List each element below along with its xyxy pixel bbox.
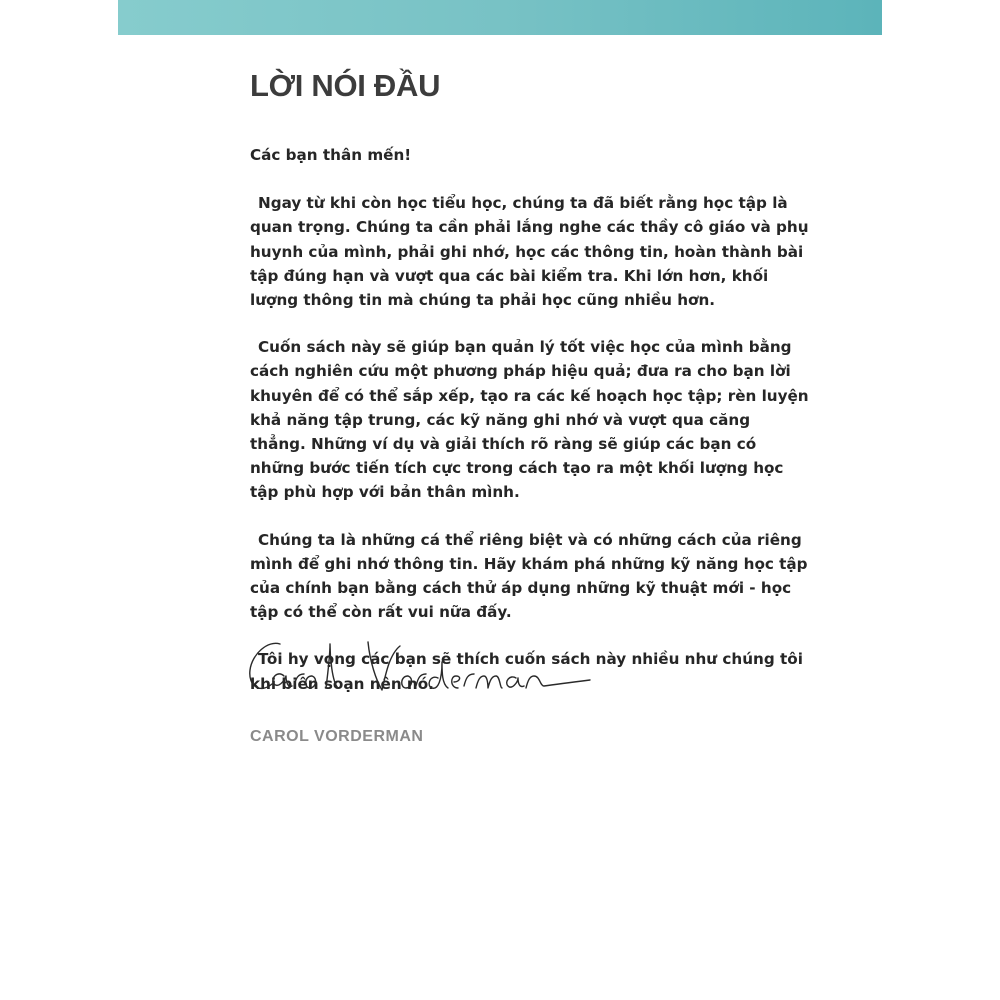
paragraph-3: Chúng ta là những cá thể riêng biệt và có những cách của riêng mình để ghi nhớ thông tin. Hãy khám phá những kỹ năng học tập của chính bạn bằng cách thử áp dụng những kỹ thuật mới - học tập có thể còn rất vui nữa đấy.: [250, 530, 808, 622]
greeting: Các bạn thân mến!: [250, 146, 412, 164]
handwritten-signature: [240, 632, 600, 710]
author-name: CAROL VORDERMAN: [250, 728, 424, 745]
paragraph-2: Cuốn sách này sẽ giúp bạn quản lý tốt việc học của mình bằng cách nghiên cứu một phương pháp hiệu quả; đưa ra cho bạn lời khuyên để có thể sắp xếp, tạo ra các kế hoạch học tập; rèn luyện khả năng tập trung, các kỹ năng ghi nhớ và vượt qua căng thẳng. Những ví dụ và giải thích rõ ràng sẽ giúp các bạn có những bước tiến tích cực trong cách tạo ra một khối lượng học tập phù hợp với bản thân mình.: [250, 338, 809, 502]
paragraph-1: Ngay từ khi còn học tiểu học, chúng ta đã biết rằng học tập là quan trọng. Chúng ta cần phải lắng nghe các thầy cô giáo và phụ huynh của mình, phải ghi nhớ, học các thông tin, hoàn thành bài tập đúng hạn và vượt qua các bài kiểm tra. Khi lớn hơn, khối lượng thông tin mà chúng ta phải học cũng nhiều hơn.: [250, 194, 809, 310]
paragraph-4: Tôi hy vọng các bạn sẽ thích cuốn sách này nhiều như chúng tôi khi biên soạn nên nó.: [250, 650, 803, 693]
page-title: LỜI NÓI ĐẦU: [250, 68, 441, 103]
top-color-band: [118, 0, 882, 35]
page-margin: [882, 0, 1000, 1000]
